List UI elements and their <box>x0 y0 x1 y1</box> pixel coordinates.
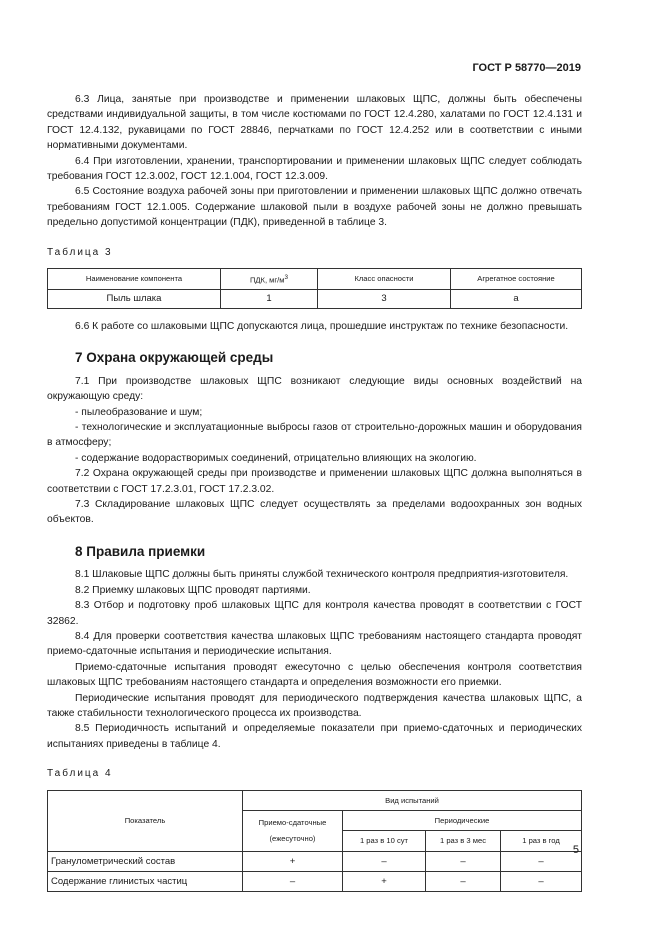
table-header-row <box>48 269 582 290</box>
paragraph-8-4: 8.4 Для проверки соответствия качества шлаковых ЩПС требованиям настоящего стандарта проводят приемо-сдаточные испытания и периодические испытания. <box>47 630 582 658</box>
list-item: - содержание водорастворимых соединений, отрицательно влияющих на экологию. <box>75 452 477 464</box>
header-test-type: Вид испытаний <box>243 790 582 810</box>
header-per-10: 1 раз в 10 сут <box>343 831 426 851</box>
header-pdk-sup: 3 <box>284 274 289 282</box>
table-4 <box>47 790 582 892</box>
cell-name: Содержание глинистых частиц <box>48 871 243 891</box>
paragraph-7-3: 7.3 Складирование шлаковых ЩПС следует осуществлять за пределами водоохранных зон водных объектов. <box>47 499 582 526</box>
header-indicator: Показатель <box>48 790 243 851</box>
header-periodic: Периодические <box>343 810 582 830</box>
cell-pdk: 1 <box>221 290 318 309</box>
document-header: ГОСТ Р 58770—2019 <box>472 62 581 74</box>
paragraph-8-3: 8.3 Отбор и подготовку проб шлаковых ЩПС для контроля качества проводят в соответствии с ГОСТ 32862. <box>47 600 582 627</box>
paragraph-6-3: 6.3 Лица, занятые при производстве и применении шлаковых ЩПС, должны быть обеспечены средствами индивидуальной защиты, в том числе костюмами по ГОСТ 12.4.280, халатами по ГОСТ 12.4.131 и ГОСТ 12.4.132, рукавицами по ГОСТ 28846, перчатками по ГОСТ 12.4.252 или в соответствии с иными нормативными документами. <box>47 94 582 152</box>
paragraph-acceptance: Приемо-сдаточные испытания проводят ежесуточно с целью обеспечения контроля соответствия шлаковых ЩПС требованиям настоящего стандарта и определения возможности его приемки. <box>47 661 582 689</box>
page-content <box>47 92 582 892</box>
header-per-year: 1 раз в год <box>501 831 582 851</box>
list-item: - пылеобразование и шум; <box>75 406 203 418</box>
header-per-3m: 1 раз в 3 мес <box>426 831 501 851</box>
cell-acc: – <box>243 871 343 891</box>
page-number: 5 <box>572 844 579 856</box>
cell-component: Пыль шлака <box>48 290 221 309</box>
cell-p3m: – <box>426 871 501 891</box>
paragraph-8-1: 8.1 Шлаковые ЩПС должны быть приняты службой технического контроля предприятия-изготовителя. <box>75 569 569 581</box>
paragraph-6-6: 6.6 К работе со шлаковыми ЩПС допускаются лица, прошедшие инструктаж по технике безопасности. <box>75 321 569 332</box>
paragraph-7-2: 7.2 Охрана окружающей среды при производстве и применении шлаковых ЩПС должна выполняться в соответствии с ГОСТ 17.2.3.01, ГОСТ 17.2.3.02. <box>47 468 582 495</box>
table-4-caption: Таблица 4 <box>47 768 113 780</box>
paragraph-8-2: 8.2 Приемку шлаковых ЩПС проводят партиями. <box>75 584 311 596</box>
table-row <box>48 871 582 891</box>
table-3-caption: Таблица 3 <box>47 246 113 258</box>
header-acceptance: Приемо-сдаточные (ежесуточно) <box>243 810 343 851</box>
header-pdk <box>221 269 318 290</box>
table-row <box>48 290 582 309</box>
list-item: - технологические и эксплуатационные выбросы газов от строительно-дорожных машин и оборудования в атмосферу; <box>47 422 582 449</box>
paragraph-6-5: 6.5 Состояние воздуха рабочей зоны при приготовлении и применении шлаковых ЩПС должно отвечать требованиям ГОСТ 12.1.005. Содержание шлаковой пыли в воздухе рабочей зоны не должно превышать предельно допустимой концентрации (ПДК), приведенной в таблице 3. <box>47 186 582 229</box>
header-component: Наименование компонента <box>48 269 221 290</box>
paragraph-8-5: 8.5 Периодичность испытаний и определяемые показатели при приемо-сдаточных и периодических испытаниях приведены в таблице 4. <box>47 723 582 750</box>
header-hazard: Класс опасности <box>318 269 451 290</box>
table-3 <box>47 268 582 309</box>
header-state: Агрегатное состояние <box>451 269 582 290</box>
paragraph-7-1: 7.1 При производстве шлаковых ЩПС возникают следующие виды основных воздействий на окружающую среду: <box>47 375 582 403</box>
paragraph-periodic: Периодические испытания проводят для периодического подтверждения качества шлаковых ЩПС, а также стабильности технологического процесса их производства. <box>47 692 582 719</box>
section-7-title: 7 Охрана окружающей среды <box>75 350 274 366</box>
table-row <box>48 851 582 871</box>
cell-py: – <box>501 871 582 891</box>
cell-p10: – <box>343 851 426 871</box>
cell-py: – <box>501 851 582 871</box>
section-8-title: 8 Правила приемки <box>75 543 206 559</box>
table-header-row <box>48 790 582 810</box>
cell-state: а <box>451 290 582 309</box>
paragraph-6-4: 6.4 При изготовлении, хранении, транспортировании и применении шлаковых ЩПС следует соблюдать требования ГОСТ 12.3.002, ГОСТ 12.1.004, ГОСТ 12.3.009. <box>47 155 582 183</box>
cell-p10: + <box>343 871 426 891</box>
cell-name: Гранулометрический состав <box>48 851 243 871</box>
cell-hazard: 3 <box>318 290 451 309</box>
header-pdk-text: ПДК, мг/м <box>249 275 285 285</box>
cell-acc: + <box>243 851 343 871</box>
cell-p3m: – <box>426 851 501 871</box>
